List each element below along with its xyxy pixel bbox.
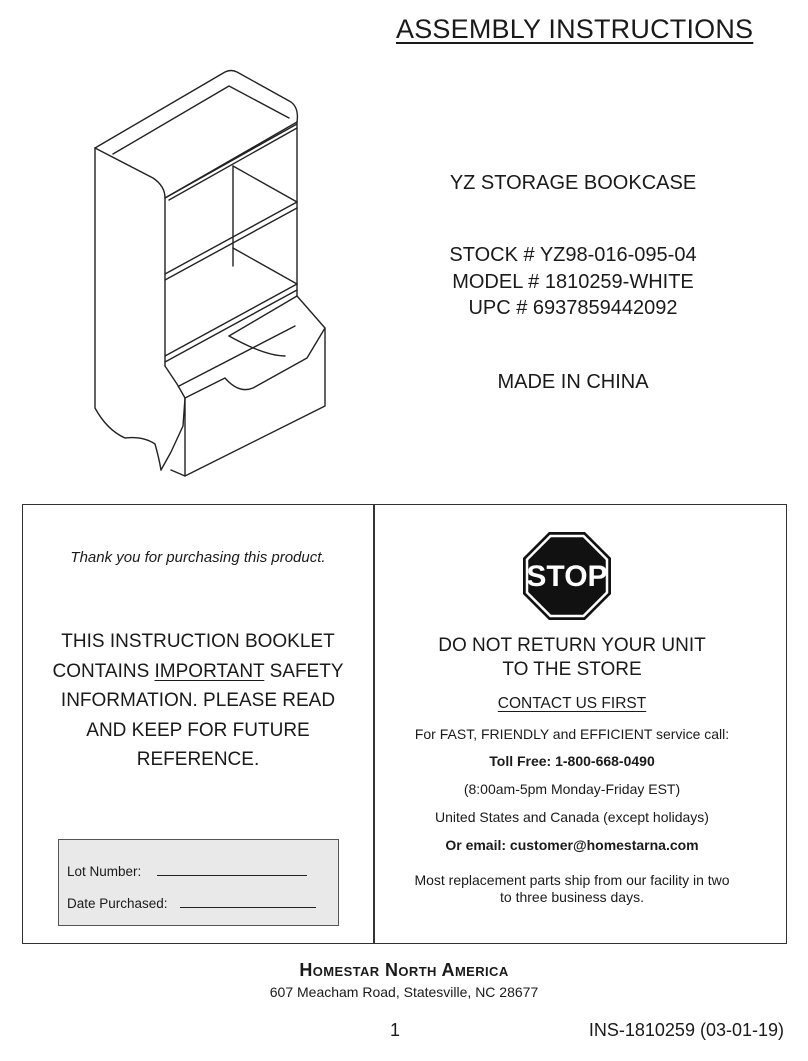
date-purchased-row bbox=[67, 893, 316, 911]
stock-number: STOCK # YZ98-016-095-04 bbox=[449, 244, 697, 266]
document-id: INS-1810259 (03-01-19) bbox=[588, 1020, 784, 1040]
page-number: 1 bbox=[390, 1020, 401, 1040]
date-purchased-label: Date Purchased: bbox=[67, 896, 168, 911]
country-of-origin: MADE IN CHINA bbox=[497, 371, 649, 393]
lot-number-label: Lot Number: bbox=[67, 864, 142, 879]
shipping-note-line1: Most replacement parts ship from our facility in two bbox=[414, 872, 730, 888]
box-divider bbox=[373, 504, 375, 944]
safety-warning-emphasis: IMPORTANT bbox=[154, 660, 265, 682]
do-not-return-notice bbox=[376, 634, 768, 682]
safety-warning-part2: SAFETY INFORMATION. PLEASE READ AND KEEP FOR FUTURE REFERENCE. bbox=[60, 660, 344, 770]
service-line: For FAST, FRIENDLY and EFFICIENT service call: bbox=[414, 726, 730, 742]
lot-info-box bbox=[58, 839, 339, 926]
contact-heading: CONTACT US FIRST bbox=[497, 695, 647, 712]
company-address: 607 Meacham Road, Statesville, NC 28677 bbox=[269, 984, 539, 1000]
safety-warning-part1: THIS INSTRUCTION BOOKLET CONTAINS bbox=[52, 631, 335, 682]
date-purchased-field[interactable] bbox=[180, 893, 316, 908]
page-title: ASSEMBLY INSTRUCTIONS bbox=[396, 14, 754, 44]
do-not-return-line2: TO THE STORE bbox=[502, 659, 642, 680]
service-hours: (8:00am-5pm Monday-Friday EST) bbox=[463, 781, 681, 797]
shipping-note bbox=[376, 872, 768, 906]
contact-email[interactable]: Or email: customer@homestarna.com bbox=[445, 837, 699, 853]
stop-sign-text: STOP bbox=[526, 560, 608, 593]
toll-free-number[interactable]: Toll Free: 1-800-668-0490 bbox=[489, 753, 655, 769]
company-name: Homestar North America bbox=[299, 960, 509, 980]
service-regions: United States and Canada (except holidays) bbox=[435, 809, 709, 825]
stop-sign-icon bbox=[522, 531, 612, 621]
do-not-return-line1: DO NOT RETURN YOUR UNIT bbox=[438, 635, 706, 656]
lot-number-field[interactable] bbox=[157, 861, 307, 876]
shipping-note-line2: to three business days. bbox=[500, 889, 644, 905]
product-name: YZ STORAGE BOOKCASE bbox=[449, 172, 697, 194]
safety-warning bbox=[24, 627, 372, 775]
thank-you-text: Thank you for purchasing this product. bbox=[70, 549, 326, 566]
lot-number-row bbox=[67, 861, 307, 879]
upc-number: UPC # 6937859442092 bbox=[468, 297, 678, 319]
bookcase-illustration bbox=[85, 66, 335, 486]
model-number: MODEL # 1810259-WHITE bbox=[452, 271, 694, 293]
